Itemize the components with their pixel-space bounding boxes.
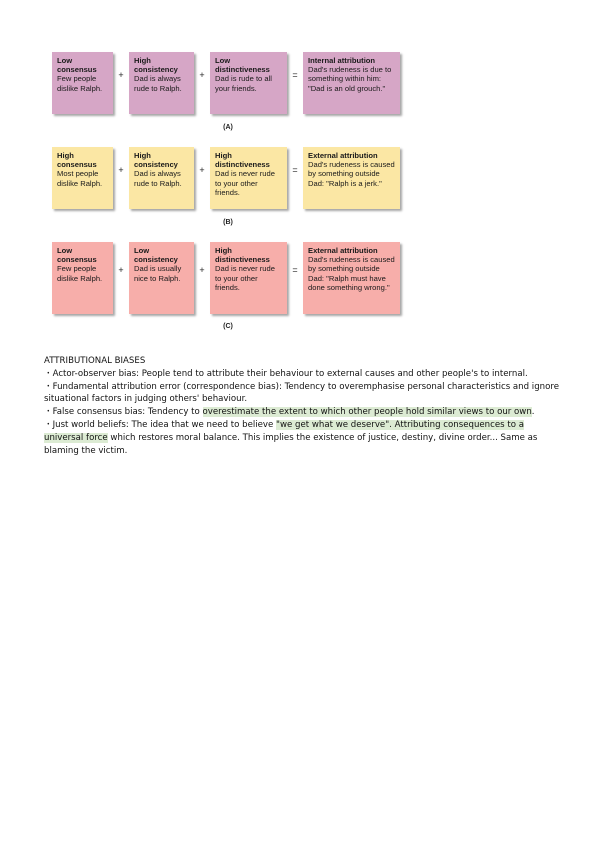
box-body: Dad's rudeness is caused by something outside Dad: "Ralph is a jerk." <box>308 160 395 188</box>
box-external-attribution <box>303 242 400 314</box>
text-segment: ・Just world beliefs: The idea that we need to believe <box>44 419 277 430</box>
caption-c: (C) <box>223 323 233 330</box>
box-body: Dad is usually nice to Ralph. <box>134 264 182 283</box>
box-body: Dad's rudeness is due to something within him: "Dad is an old grouch." <box>308 65 392 93</box>
box-title: High distinctiveness <box>215 246 270 265</box>
equals-operator: = <box>292 70 298 80</box>
box-body: Dad is rude to all your friends. <box>215 74 272 93</box>
box-low-consistency <box>129 242 194 314</box>
box-body: Dad is never rude to your other friends. <box>215 264 275 292</box>
caption-b: (B) <box>223 219 233 226</box>
box-title: External attribution <box>308 246 378 255</box>
box-title: Low consistency <box>134 246 178 265</box>
box-body: Few people dislike Ralph. <box>57 264 103 283</box>
text-segment: ・False consensus bias: Tendency to <box>44 407 203 418</box>
box-title: External attribution <box>308 151 378 160</box>
equals-operator: = <box>292 265 298 275</box>
bullet-just-world <box>44 419 564 457</box>
box-high-distinctiveness <box>210 147 287 209</box>
box-internal-attribution <box>303 52 400 114</box>
bullet-fundamental-attribution: ・Fundamental attribution error (correspondence bias): Tendency to overemphasise personal characteristics and ignore situational factors in judging others' behaviour. <box>44 381 559 405</box>
bullet-actor-observer: ・Actor-observer bias: People tend to attribute their behaviour to external causes and other people's to internal. <box>44 368 528 379</box>
box-low-distinctiveness <box>210 52 287 114</box>
box-high-consistency <box>129 147 194 209</box>
box-body: Dad is always rude to Ralph. <box>134 169 182 188</box>
box-title: High consistency <box>134 56 178 75</box>
box-title: High consistency <box>134 151 178 170</box>
text-segment: . <box>531 407 535 418</box>
box-high-distinctiveness <box>210 242 287 314</box>
plus-operator: + <box>118 165 124 175</box>
highlighted-text: "we get what we deserve". Attributing consequences to a universal force <box>44 419 524 443</box>
box-title: Low consensus <box>57 56 97 75</box>
plus-operator: + <box>199 165 205 175</box>
box-title: Low consensus <box>57 246 97 265</box>
notes-heading: ATTRIBUTIONAL BIASES <box>44 356 146 366</box>
box-body: Dad is never rude to your other friends. <box>215 169 275 197</box>
plus-operator: + <box>118 265 124 275</box>
text-segment: which restores moral balance. This implies the existence of justice, destiny, divine order... Same as blaming the victim. <box>44 432 538 456</box>
equals-operator: = <box>292 165 298 175</box>
box-title: High distinctiveness <box>215 151 270 170</box>
plus-operator: + <box>118 70 124 80</box>
box-title: Low distinctiveness <box>215 56 270 75</box>
bullet-false-consensus <box>44 406 564 419</box>
plus-operator: + <box>199 70 205 80</box>
box-high-consistency <box>129 52 194 114</box>
box-title: Internal attribution <box>308 56 376 65</box>
notes-section <box>44 355 564 457</box>
highlighted-text: overestimate the extent to which other people hold similar views to our own <box>202 407 532 418</box>
box-body: Few people dislike Ralph. <box>57 74 103 93</box>
box-body: Dad is always rude to Ralph. <box>134 74 182 93</box>
box-external-attribution <box>303 147 400 209</box>
box-low-consensus <box>52 52 113 114</box>
box-body: Most people dislike Ralph. <box>57 169 103 188</box>
box-low-consensus <box>52 242 113 314</box>
box-body: Dad's rudeness is caused by something outside Dad: "Ralph must have done something wrong." <box>308 255 395 292</box>
box-high-consensus <box>52 147 113 209</box>
box-title: High consensus <box>57 151 97 170</box>
plus-operator: + <box>199 265 205 275</box>
caption-a: (A) <box>223 124 233 131</box>
